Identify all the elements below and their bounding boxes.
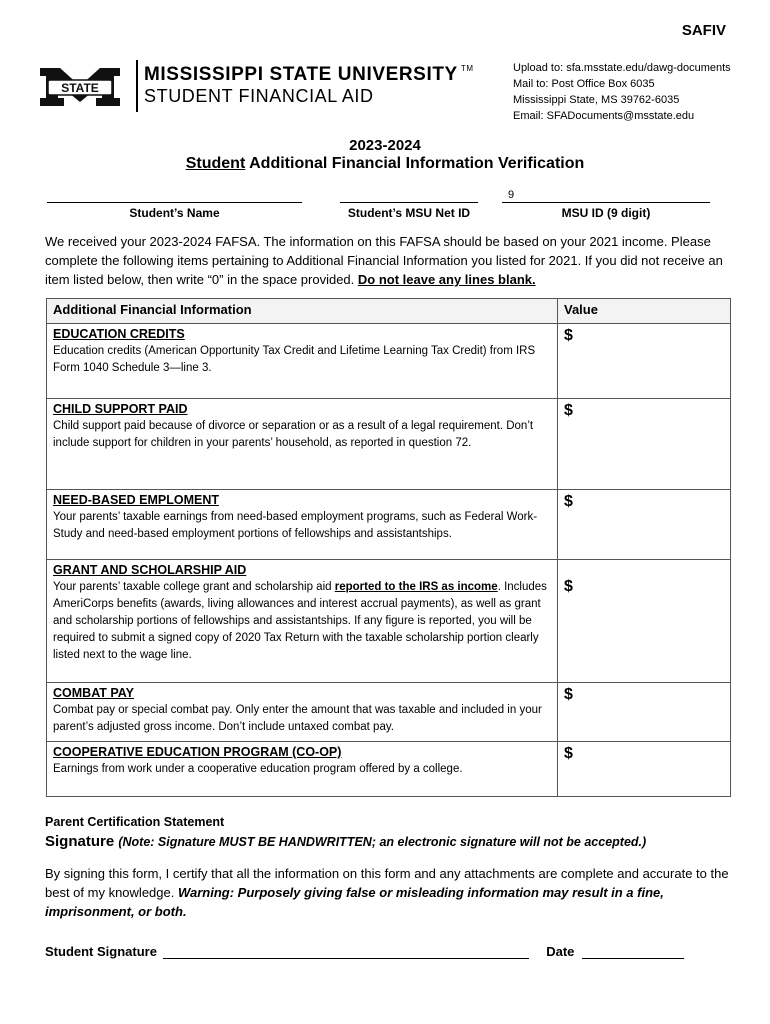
student-name-field[interactable] bbox=[47, 188, 302, 220]
section-title: NEED-BASED EMPLOMENT bbox=[53, 493, 219, 507]
combat-pay-cell bbox=[47, 683, 558, 742]
student-name-line[interactable] bbox=[47, 188, 302, 203]
section-title: GRANT AND SCHOLARSHIP AID bbox=[53, 563, 247, 577]
co-op-value[interactable]: $ bbox=[558, 742, 731, 797]
mail-info: Mail to: Post Office Box 6035 bbox=[513, 78, 655, 90]
education-credits-cell bbox=[47, 324, 558, 399]
university-logo bbox=[36, 58, 476, 114]
co-op-cell bbox=[47, 742, 558, 797]
need-based-employment-value[interactable]: $ bbox=[558, 490, 731, 560]
net-id-field[interactable] bbox=[340, 188, 478, 220]
net-id-label: Student’s MSU Net ID bbox=[347, 206, 471, 220]
section-title: CHILD SUPPORT PAID bbox=[53, 402, 188, 416]
student-signature-label: Student Signature bbox=[45, 944, 157, 959]
email-info: Email: SFADocuments@msstate.edu bbox=[513, 110, 695, 122]
date-line[interactable] bbox=[582, 944, 684, 959]
table-row bbox=[47, 399, 731, 490]
department-name: STUDENT FINANCIAL AID bbox=[144, 86, 374, 106]
net-id-line[interactable] bbox=[340, 188, 478, 203]
column-header-info: Additional Financial Information bbox=[47, 299, 558, 324]
intro-paragraph: We received your 2023-2024 FAFSA. The information on this FAFSA should be based on your 2021 income. Please complete the following items pertaining to Additional Financial Information you listed for 2021. If you did not receive an item listed below, then write “0” in the space provided. Do not leave any lines blank. bbox=[45, 234, 723, 287]
table-row bbox=[47, 560, 731, 683]
column-header-value: Value bbox=[558, 299, 731, 324]
student-signature-line[interactable] bbox=[163, 944, 529, 959]
table-row bbox=[47, 683, 731, 742]
signature-row bbox=[45, 944, 684, 959]
form-code: SAFIV bbox=[681, 22, 726, 39]
financial-info-table bbox=[46, 298, 731, 797]
form-title: Student Additional Financial Information Verification bbox=[185, 155, 585, 172]
award-year: 2023-2024 bbox=[349, 137, 421, 154]
education-credits-value[interactable]: $ bbox=[558, 324, 731, 399]
table-row bbox=[47, 324, 731, 399]
msu-m-logo-icon bbox=[36, 64, 124, 110]
table-header-row bbox=[47, 299, 731, 324]
section-title: EDUCATION CREDITS bbox=[53, 327, 185, 341]
section-description: Your parents’ taxable earnings from need-based employment programs, such as Federal Work-Study and need-based employment portions of fellowships and assistantships. bbox=[53, 511, 538, 540]
date-label: Date bbox=[546, 944, 575, 959]
msu-id-prefix: 9 bbox=[508, 189, 515, 201]
section-description: Combat pay or special combat pay. Only enter the amount that was taxable and included in your parent’s adjusted gross income. Don’t include untaxed combat pay. bbox=[53, 704, 542, 733]
upload-info: Upload to: sfa.msstate.edu/dawg-documents bbox=[513, 62, 731, 74]
combat-pay-value[interactable]: $ bbox=[558, 683, 731, 742]
grant-scholarship-cell bbox=[47, 560, 558, 683]
child-support-value[interactable]: $ bbox=[558, 399, 731, 490]
grant-scholarship-value[interactable]: $ bbox=[558, 560, 731, 683]
section-title: COOPERATIVE EDUCATION PROGRAM (CO-OP) bbox=[53, 745, 342, 759]
table-row bbox=[47, 742, 731, 797]
contact-info bbox=[513, 60, 731, 124]
logo-divider bbox=[136, 60, 138, 112]
signature-note: Signature (Note: Signature MUST BE HANDWRITTEN; an electronic signature will not be accepted.) bbox=[45, 833, 647, 850]
certification-text: By signing this form, I certify that all the information on this form and any attachments are complete and accurate to the best of my knowledge. Warning: Purposely giving false or misleading information may result in a fine, imprisonment, or both. bbox=[45, 866, 729, 919]
table-row bbox=[47, 490, 731, 560]
logo-state-text: STATE bbox=[61, 81, 99, 95]
university-name: MISSISSIPPI STATE UNIVERSITY ™ bbox=[144, 64, 474, 85]
section-description: Education credits (American Opportunity Tax Credit and Lifetime Learning Tax Credit) from IRS Form 1040 Schedule 3—line 3. bbox=[53, 345, 536, 374]
student-name-label: Student’s Name bbox=[129, 206, 220, 220]
section-description: Earnings from work under a cooperative education program offered by a college. bbox=[53, 763, 463, 775]
msu-id-line[interactable] bbox=[502, 188, 710, 203]
section-description: Your parents’ taxable college grant and scholarship aid reported to the IRS as income. Includes AmeriCorps benefits (awards, living allowances and interest accrual payments), as well as grant and scholarship portions of fellowships and assistantships. If any figure is reported, you will be required to submit a signed copy of 2020 Tax Return with the taxable scholarship portion clearly listed next to the wage line. bbox=[53, 581, 547, 661]
msu-id-field[interactable] bbox=[502, 188, 710, 220]
child-support-cell bbox=[47, 399, 558, 490]
need-based-employment-cell bbox=[47, 490, 558, 560]
section-title: COMBAT PAY bbox=[53, 686, 135, 700]
address-info: Mississippi State, MS 39762-6035 bbox=[513, 94, 680, 106]
section-description: Child support paid because of divorce or separation or as a result of a legal requirement. Don’t include support for children in your parents’ household, as reported in question 72. bbox=[53, 420, 534, 449]
certification-heading: Parent Certification Statement bbox=[45, 815, 225, 829]
msu-id-label: MSU ID (9 digit) bbox=[561, 206, 651, 220]
